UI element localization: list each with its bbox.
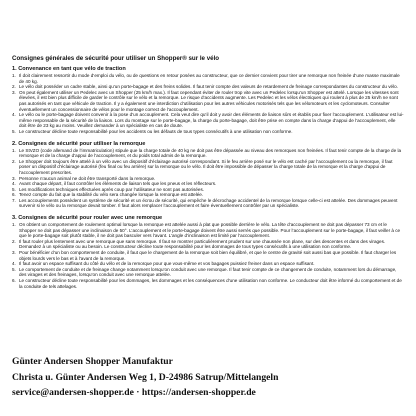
list-item	[12, 267, 404, 278]
section-heading: 3. Consignes de sécurité pour rouler avec une remorque	[12, 215, 163, 222]
list-item	[12, 198, 404, 209]
list-item	[12, 250, 404, 261]
list-item-number: 2.	[12, 84, 16, 90]
document-title: Consignes générales de sécurité pour utiliser un Shopper® sur le vélo	[12, 55, 220, 62]
list-item-number: 3.	[12, 175, 16, 181]
list-item-number: 7.	[12, 197, 16, 203]
list-item-number: 4.	[12, 112, 16, 118]
list-item-text: Il doit clairement ressortir du mode d’emploi du vélo, ou de questions en retour posées au constructeur, que ce dernier convient pour tirer une remorque non freinée d’une masse maximale de 40 kg.	[19, 73, 400, 84]
list-item-number: 1.	[12, 222, 16, 228]
list-item-text: Le vélo ou le porte-bagage doivent convenir à la pose d’un accouplement. Cela veut dire qu’il doit y avoir des éléments de liaison sûrs et établis pour fixer l’accouplement. L’utilisateur est lui-même responsable de la sécurité de la liaison. Lors du montage sur le porte-bagage, la charge du porte-bagage, doit être prise en compte dans la charge d’appui de l’accouplement, elle doit être de 23 kg au moins. Veuillez demander à un spécialiste en cas de doute.	[19, 112, 404, 129]
list-item-text: On peut également utiliser un Pedelec avec un Shopper (25 km/h max.). Il faut cependant éviter de rouler trop vite avec un Pedelec lorsqu’un Shopper est attelé. Lorsque les vitesses sont élevées, il est bien plus difficile de garder le contrôle sur le vélo et la remorque. Le risque d’accidents augmente. Les Pedelec et les vélos électriques qui roulent à plus de 25 km/h ne sont pas autorisés en tant que véhicule de traction. Il y a également une interdiction d’utilisation pour les autres véhicules motorisés tels que les vélomoteurs et les cyclomoteurs. Consulter éventuellement un concessionnaire de vélos pour le montage correct de l’accouplement.	[19, 89, 399, 112]
list-item	[12, 112, 404, 129]
list-item	[12, 159, 404, 176]
list-item-number: 5.	[12, 128, 16, 134]
list-item-text: On obtient un comportement de roulement optimal lorsque la remorque est attelée aussi à plat que possible derrière le vélo. La tête d’accouplement ne doit pas dépasser 73 cm et le Shopper ne doit pas dépasser une inclinaison de 50°. L’accouplement et le porte-bagage doivent être aussi serrés que possible. Pour l’accouplement sur le porte-bagage, il faut veiller à ce que le porte-bagage soit plutôt stable, il ne doit pas basculer vers l’avant. L’angle d’inclinaison est limité par l’accouplement.	[19, 222, 401, 239]
list-item-text: Les accouplements possèdent un système de sécurité et un écrou de sécurité, qui empêche le décrochage accidentel de la remorque lorsque celle-ci est attelée. Des dommages peuvent survenir si le vélo ou la remorque devait tomber. Il faut alors remplacer l’accouplement et faire éventuellement contrôler par un spécialiste.	[19, 197, 398, 209]
section-heading: 2. Consignes de sécurité pour utiliser la remorque	[12, 140, 146, 147]
list-item-text: Le constructeur décline toute responsabilité pour les accidents ou les défauts de tous types consécutifs à une utilisation non conforme.	[19, 128, 293, 134]
list-item-number: 4.	[12, 181, 16, 187]
list-item	[12, 278, 404, 289]
list-item-text: Le constructeur décline toute responsabilité pour les dommages, les dommages et les conséquences d’une utilisation non conforme. Le conducteur doit être informé du comportement et de la conduite de tels attelages.	[19, 278, 402, 289]
manufacturer-contact: service@andersen-shopper.de · https://andersen-shopper.de	[12, 387, 256, 398]
list-item-number: 4.	[12, 261, 16, 267]
sections-container	[12, 66, 404, 289]
list-item-text: Le vélo doit posséder un cadre stable, ainsi qu’un porte-bagage et des freins solides. Il faut tenir compte des valeurs de retardement de freinage correspondantes du constructeur du vélo.	[19, 84, 398, 90]
list-item-number: 6.	[12, 278, 16, 283]
manufacturer-footer	[12, 354, 278, 401]
manufacturer-address: Christa u. Günter Andersen Weg 1, D-24986 Satrup/Mittelangeln	[12, 371, 279, 383]
list-item-text: Le StVZO (code allemand de l’immatriculation) stipule que la charge totale de 40 kg ne doit pas être dépassée au niveau des remorques non freinées. Il faut tenir compte de la charge de la remorque et de la charge d’appui de l’accouplement, et du poids total admis de la remorque.	[19, 147, 402, 159]
list-item-number: 2.	[12, 238, 16, 244]
list-item-number: 3.	[12, 250, 16, 256]
list-item-number: 2.	[12, 158, 16, 164]
section-spacer	[12, 135, 404, 139]
list-item	[12, 148, 404, 159]
list-item-text: Tenez compte du fait que la stabilité du vélo sera changée lorsque la remorque est attelée.	[19, 192, 204, 198]
list-item-number: 5.	[12, 266, 16, 272]
list-item-number: 3.	[12, 89, 16, 95]
list-item-text: Il faut avoir un espace suffisant du côté du vélo et de la remorque pour que vous-même et vos bagages puissiez freiner dans un espace suffisant.	[19, 261, 315, 267]
list-item-text: Pour bénéficier d’un bon comportement de conduite, il faut que le chargement de la remorque soit bien équilibré, et que le centre de gravité soit aussi bas que possible. Il faut charger les objets lourds vers le bas et à l’avant de la remorque.	[19, 250, 397, 261]
list-item-text: Le Shopper doit toujours être attelé à un vélo avec un dispositif d’éclairage autorisé correspondant. Si le feu arrière posé sur le vélo est caché par l’accouplement ou la remorque, il faut poser un dispositif d’éclairage autorisé (feu final ou feu arrière) sur la remorque ou le vélo. Il doit être impossible de dépasser la charge totale de la remorque et la charge d’appui de l’accouplement prescrites.	[19, 158, 393, 175]
section-heading: 1. Convenance en tant que vélo de traction	[12, 66, 126, 72]
list-item	[12, 129, 404, 135]
list-item-number: 5.	[12, 186, 16, 192]
list-item-number: 1.	[12, 147, 16, 153]
list-item-text: Avant chaque départ, il faut contrôler les éléments de liaison tels que les pneus et les réflecteurs.	[19, 181, 217, 187]
section-spacer	[12, 209, 404, 213]
list-item-text: Les modifications techniques effectuées après coup par l’utilisateur ne sont pas autorisées.	[19, 186, 205, 192]
list-item	[12, 73, 404, 84]
list-item-text: Personne n’aucun animal ne doit être transporté dans la remorque.	[19, 175, 156, 181]
list-item	[12, 239, 404, 250]
list-item-text: Il faut rouler plus lentement avec une remorque que sans remorque. Il faut se montrer particulièrement prudent sur une chaussée non plane, sur des descentes et dans des virages. Demandez à un spécialiste ou au besoin. Le constructeur décline toute responsabilité pour les dommages de tous types consécutifs à une utilisation non conforme.	[19, 238, 386, 250]
list-item	[12, 222, 404, 239]
list-item-number: 6.	[12, 192, 16, 198]
list-item-number: 1.	[12, 73, 16, 78]
manufacturer-name: Günter Andersen Shopper Manufaktur	[12, 356, 173, 367]
list-item-text: Le comportement de conduite et de freinage change notamment lorsqu’on conduit avec une remorque. Il faut tenir compte de ce changement de conduite, notamment lors du démarrage, des virages et des freinages, lorsqu’on conduit avec une remorque attelée.	[19, 266, 397, 278]
list-item	[12, 90, 404, 112]
